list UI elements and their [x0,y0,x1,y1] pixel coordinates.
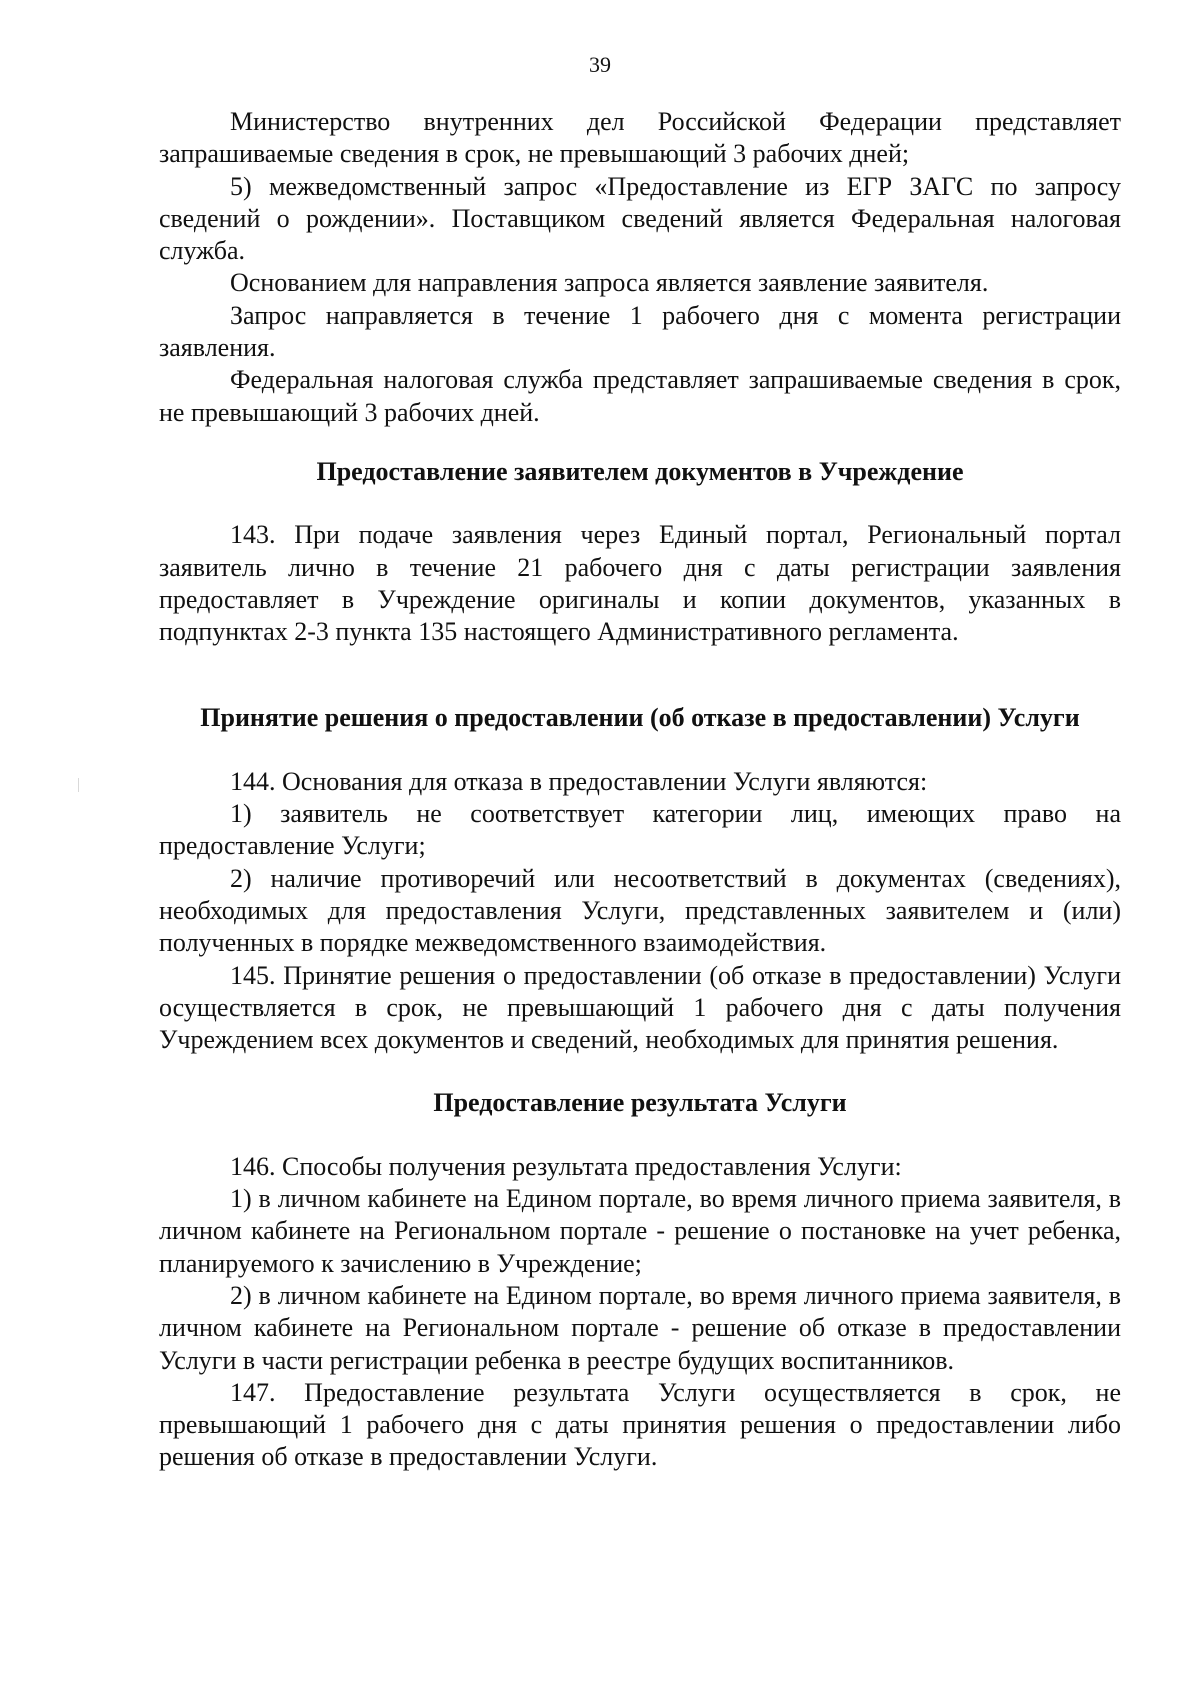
paragraph-145: 145. Принятие решения о предоставлении (об отказе в предоставлении) Услуги осуществляется в срок, не превышающий 1 рабочего дня с даты получения Учреждением всех документов и сведений, необходимых для принятия решения. [159,960,1121,1055]
section-heading-decision: Принятие решения о предоставлении (об отказе в предоставлении) Услуги [200,703,1080,733]
paragraph-147: 147. Предоставление результата Услуги осуществляется в срок, не превышающий 1 рабочего дня с даты принятия решения о предоставлении либо решения об отказе в предоставлении Услуги. [159,1377,1121,1472]
paragraph-item-5: 5) межведомственный запрос «Предоставление из ЕГР ЗАГС по запросу сведений о рождении». Поставщиком сведений является Федеральная налоговая служба. [159,171,1121,266]
paragraph-mvd-response: Министерство внутренних дел Российской Федерации представляет запрашиваемые сведения в срок, не превышающий 3 рабочих дней; [159,107,1121,169]
paragraph-146-item-2: 2) в личном кабинете на Едином портале, во время личного приема заявителя, в личном кабинете на Региональном портале - решение об отказе в предоставлении Услуги в части регистрации ребенка в реестре будущих воспитанников. [159,1280,1121,1375]
paragraph-request-basis: Основанием для направления запроса является заявление заявителя. [230,268,989,298]
document-body [159,106,1121,1474]
paragraph-144-item-2: 2) наличие противоречий или несоответствий в документах (сведениях), необходимых для предоставления Услуги, представленных заявителем и (или) полученных в порядке межведомственного взаимодействия. [159,863,1121,958]
paragraph-146: 146. Способы получения результата предоставления Услуги: [230,1151,902,1181]
paragraph-144-item-1: 1) заявитель не соответствует категории лиц, имеющих право на предоставление Услуги; [159,799,1121,861]
scan-margin-mark [78,778,79,792]
paragraph-143: 143. При подаче заявления через Единый портал, Региональный портал заявитель лично в течение 21 рабочего дня с даты регистрации заявления предоставляет в Учреждение оригиналы и копии документов, указанных в подпунктах 2-3 пункта 135 настоящего Административного регламента. [159,520,1121,647]
section-heading-result: Предоставление результата Услуги [433,1088,847,1118]
paragraph-fns-response: Федеральная налоговая служба представляет запрашиваемые сведения в срок, не превышающий 3 рабочих дней. [159,365,1121,427]
paragraph-request-timing: Запрос направляется в течение 1 рабочего дня с момента регистрации заявления. [159,300,1121,363]
paragraph-144: 144. Основания для отказа в предоставлении Услуги являются: [230,766,928,796]
page-number: 39 [589,52,611,77]
section-heading-documents: Предоставление заявителем документов в Учреждение [316,456,964,486]
paragraph-146-item-1: 1) в личном кабинете на Едином портале, во время личного приема заявителя, в личном кабинете на Региональном портале - решение о постановке на учет ребенка, планируемого к зачислению в Учреждение; [159,1184,1121,1278]
